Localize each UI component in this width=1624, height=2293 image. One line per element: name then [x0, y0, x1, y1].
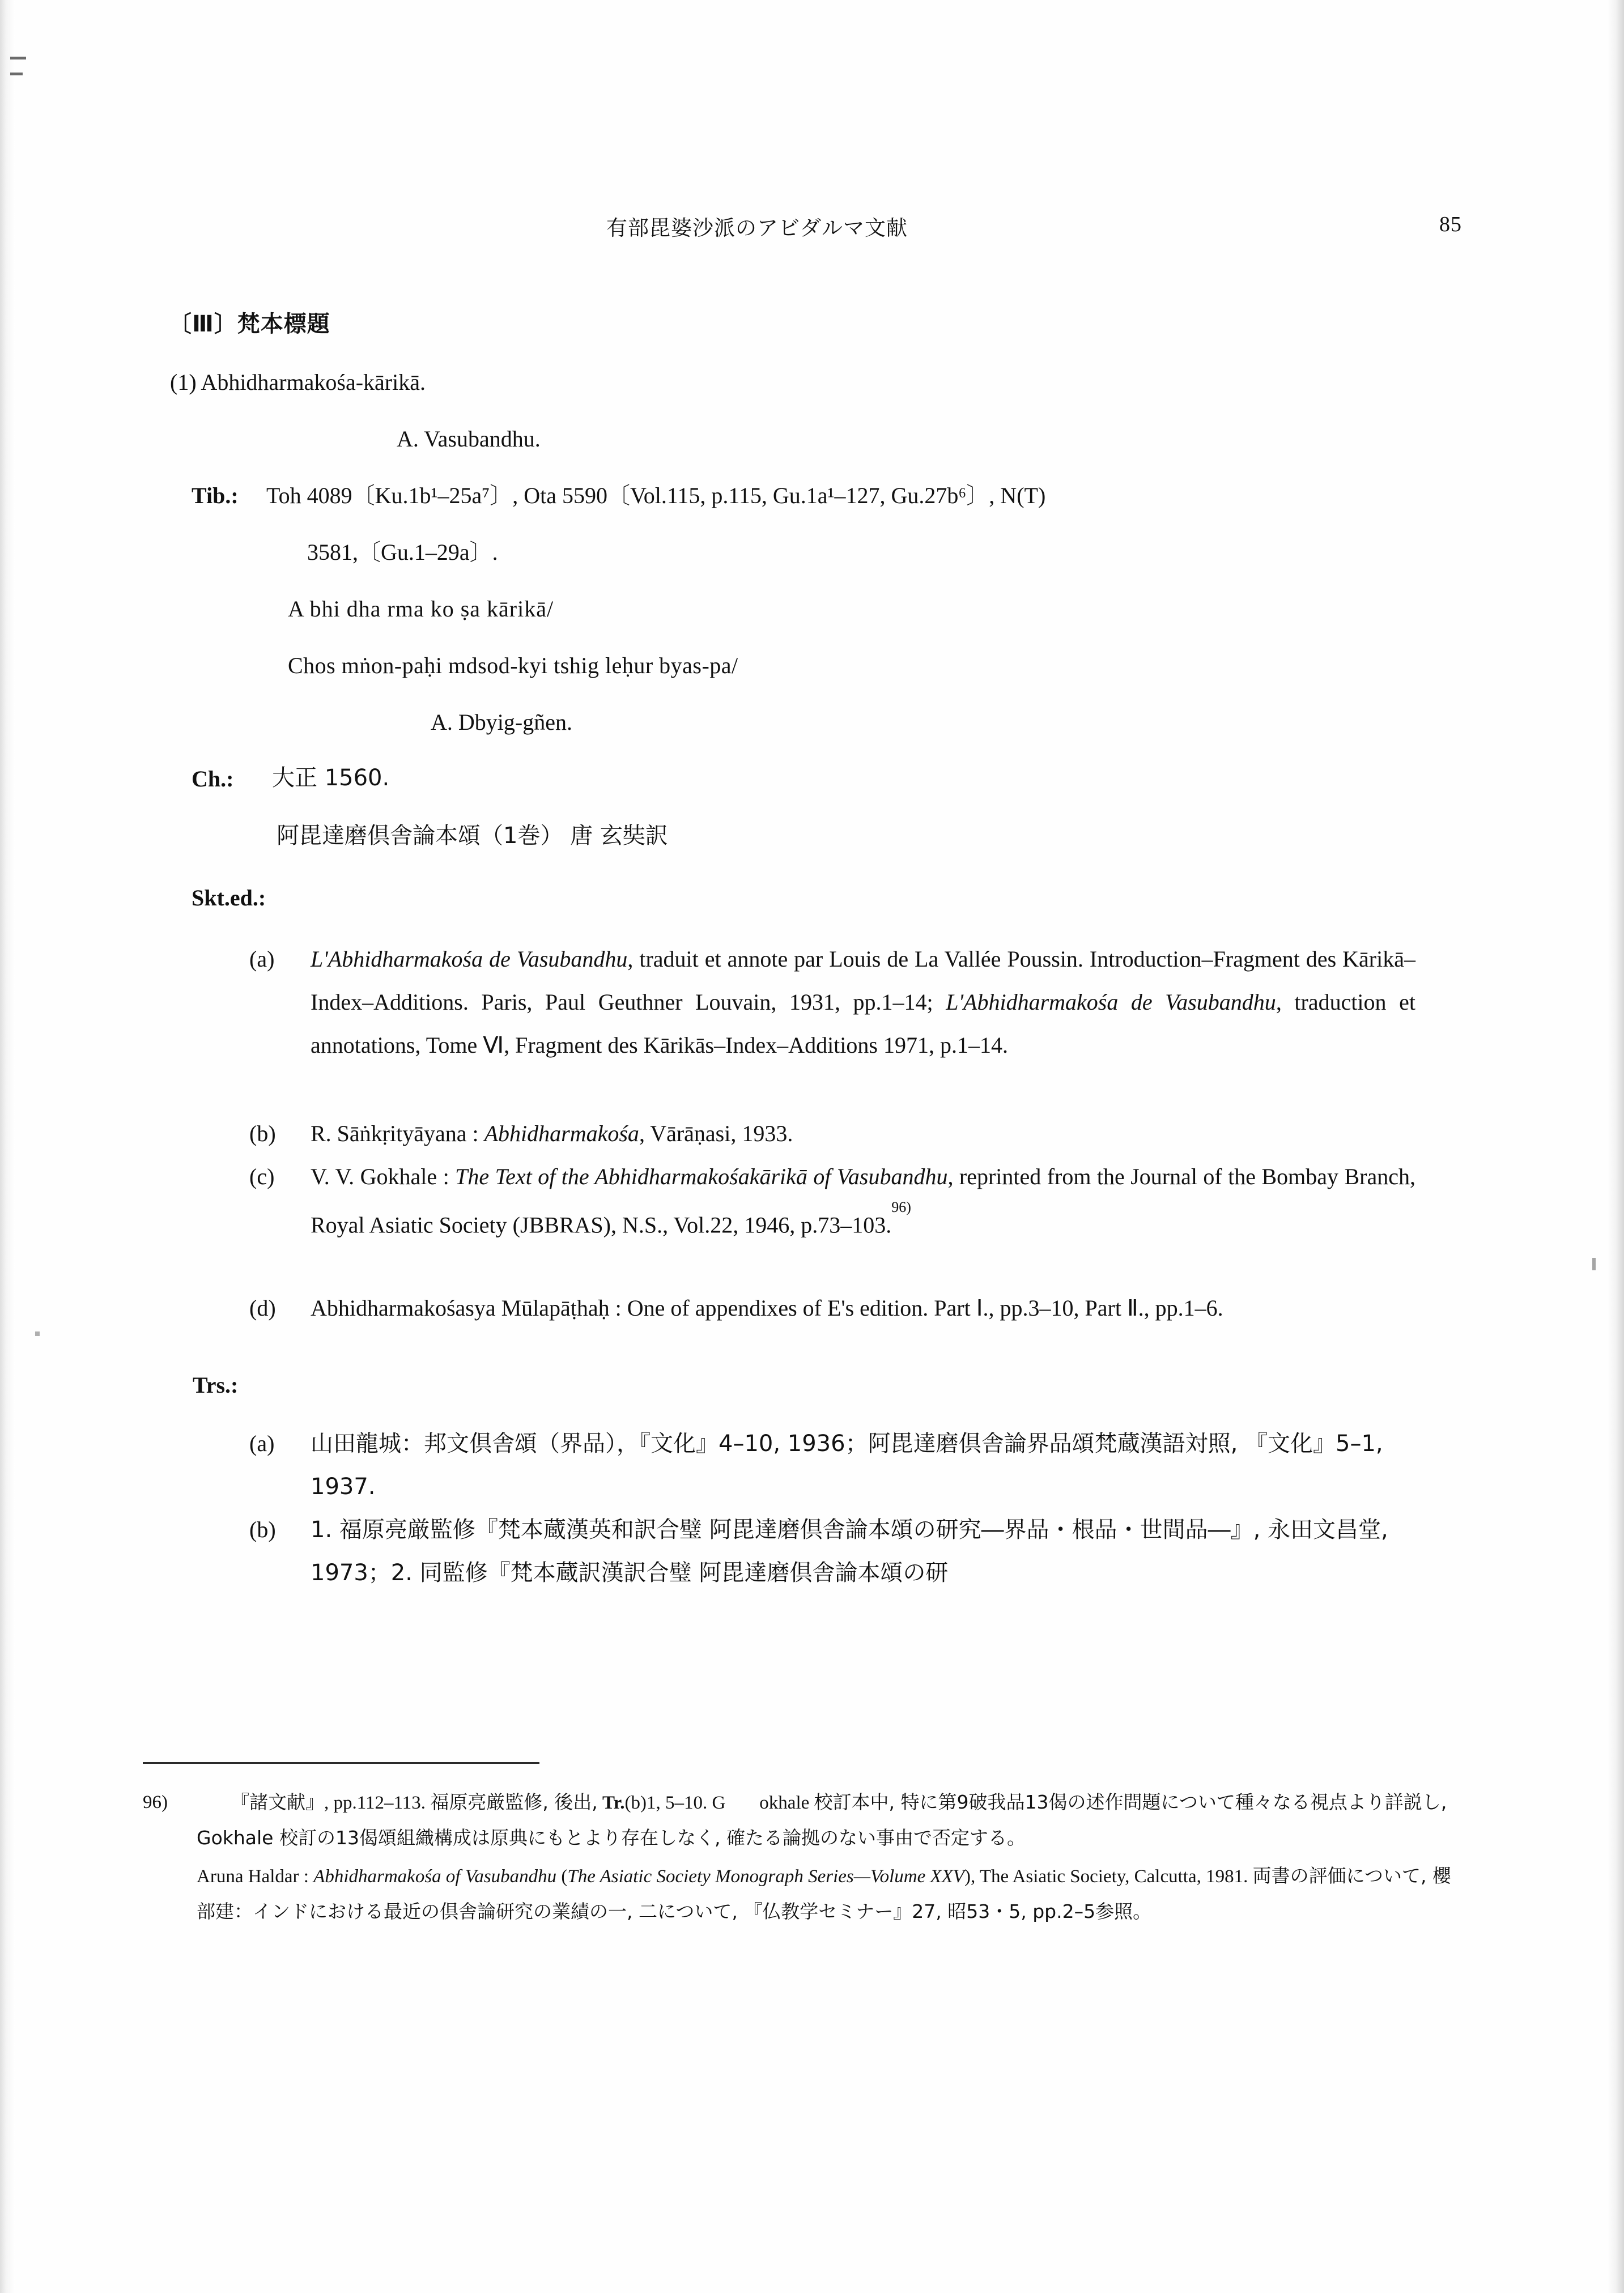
tib-line-4: Chos mṅon-paḥi mdsod-kyi tshig leḥur byas-pa/ — [288, 653, 738, 678]
tib-label: Tib.: — [192, 483, 239, 508]
entry-title: (1) Abhidharmakośa-kārikā. — [170, 369, 426, 395]
trs-item-a: 山田龍城：邦文倶舎頌（界品），『文化』4–10, 1936；阿毘達磨倶舎論界品頌梵蔵漢語対照, 『文化』5–1, 1937. — [311, 1431, 1383, 1500]
footnote-number: 96) — [143, 1792, 168, 1813]
entry-author: A. Vasubandhu. — [397, 426, 541, 452]
trs-label: Trs.: — [193, 1372, 239, 1398]
footnote-line-1: 『諸文献』, pp.112–113. 福原亮厳監修, 後出, Tr.(b)1, 5–10. G okhale 校訂本中, 特に第9破我品13偈の述作問題について種々なる視点より詳説し, Gokhale 校訂の13偈頌組織構成は原典にもとより存在しなく, 確たる論拠のない事由で否定する。 — [197, 1791, 1447, 1849]
skt-ed-item-c-marker: (c) — [249, 1164, 275, 1189]
skt-ed-item-b: R. Sāṅkṛityāyana : Abhidharmakośa, Vārāṇasi, 1933. — [311, 1121, 793, 1146]
tib-line-1: Toh 4089〔Ku.1b¹–25a⁷〕, Ota 5590〔Vol.115, p.115, Gu.1a¹–127, Gu.27b⁶〕, N(T) — [266, 483, 1046, 508]
scan-edge-right — [1607, 0, 1624, 2293]
page-number: 85 — [1439, 212, 1462, 236]
trs-item-b: 1. 福原亮厳監修『梵本蔵漢英和訳合璧 阿毘達磨倶舎論本頌の研究―界品・根品・世間品―』, 永田文昌堂, 1973；2. 同監修『梵本蔵訳漢訳合璧 阿毘達磨倶舎論本頌の研 — [311, 1517, 1388, 1586]
scan-artifact-top-left-2 — [10, 73, 23, 75]
footnote-block — [143, 1785, 1463, 1930]
ch-label: Ch.: — [192, 766, 234, 792]
footnote-line-2: Aruna Haldar : Abhidharmakośa of Vasubandhu (The Asiatic Society Monograph Series—Volume XXV), The Asiatic Society, Calcutta, 1981. 両書の評価について, 櫻部建：インドにおける最近の倶舎論研究の業績の一, 二について, 『仏教学セミナー』27, 昭53・5, pp.2–5参照。 — [197, 1865, 1451, 1922]
scan-edge-left — [0, 0, 15, 2293]
skt-ed-item-d-marker: (d) — [249, 1295, 276, 1321]
skt-ed-item-d: Abhidharmakośasya Mūlapāṭhaḥ : One of appendixes of E's edition. Part Ⅰ., pp.3–10, Part Ⅱ., pp.1–6. — [311, 1295, 1223, 1321]
tib-line-5: A. Dbyig-gñen. — [431, 709, 572, 735]
footnote-rule — [143, 1762, 539, 1764]
tib-line-3: A bhi dha rma ko ṣa kārikā/ — [288, 596, 554, 622]
skt-ed-item-b-marker: (b) — [249, 1121, 276, 1146]
ch-line-2: 阿毘達磨倶舎論本頌（1巻） 唐 玄奘訳 — [277, 823, 668, 849]
running-head-title: 有部毘婆沙派のアビダルマ文献 — [606, 216, 908, 240]
skt-ed-item-a: L'Abhidharmakośa de Vasubandhu, traduit et annote par Louis de La Vallée Poussin. Introduction–Fragment des Kārikā–Index–Additions. Paris, Paul Geuthner Louvain, 1931, pp.1–14; L'Abhidharmakośa de Vasubandhu, traduction et annotations, Tome Ⅵ, Fragment des Kārikās–Index–Additions 1971, p.1–14. — [311, 946, 1415, 1058]
running-head — [142, 211, 1462, 245]
trs-item-a-marker: (a) — [249, 1431, 275, 1456]
skt-ed-item-a-marker: (a) — [249, 946, 275, 972]
ch-line-1: 大正 1560. — [272, 765, 390, 791]
scan-artifact-left-mid — [35, 1331, 40, 1336]
tib-line-2: 3581,〔Gu.1–29a〕. — [307, 539, 498, 565]
trs-item-b-marker: (b) — [249, 1517, 276, 1542]
scan-artifact-top-left — [10, 57, 26, 59]
skt-ed-item-c: V. V. Gokhale : The Text of the Abhidharmakośakārikā of Vasubandhu, reprinted from the Journal of the Bombay Branch, Royal Asiatic Society (JBBRAS), N.S., Vol.22, 1946, p.73–103.$^{96)}$ — [311, 1164, 1416, 1238]
scan-artifact-right — [1592, 1258, 1596, 1270]
skt-ed-label: Skt.ed.: — [192, 885, 266, 911]
section-heading: 〔Ⅲ〕梵本標題 — [169, 311, 330, 337]
